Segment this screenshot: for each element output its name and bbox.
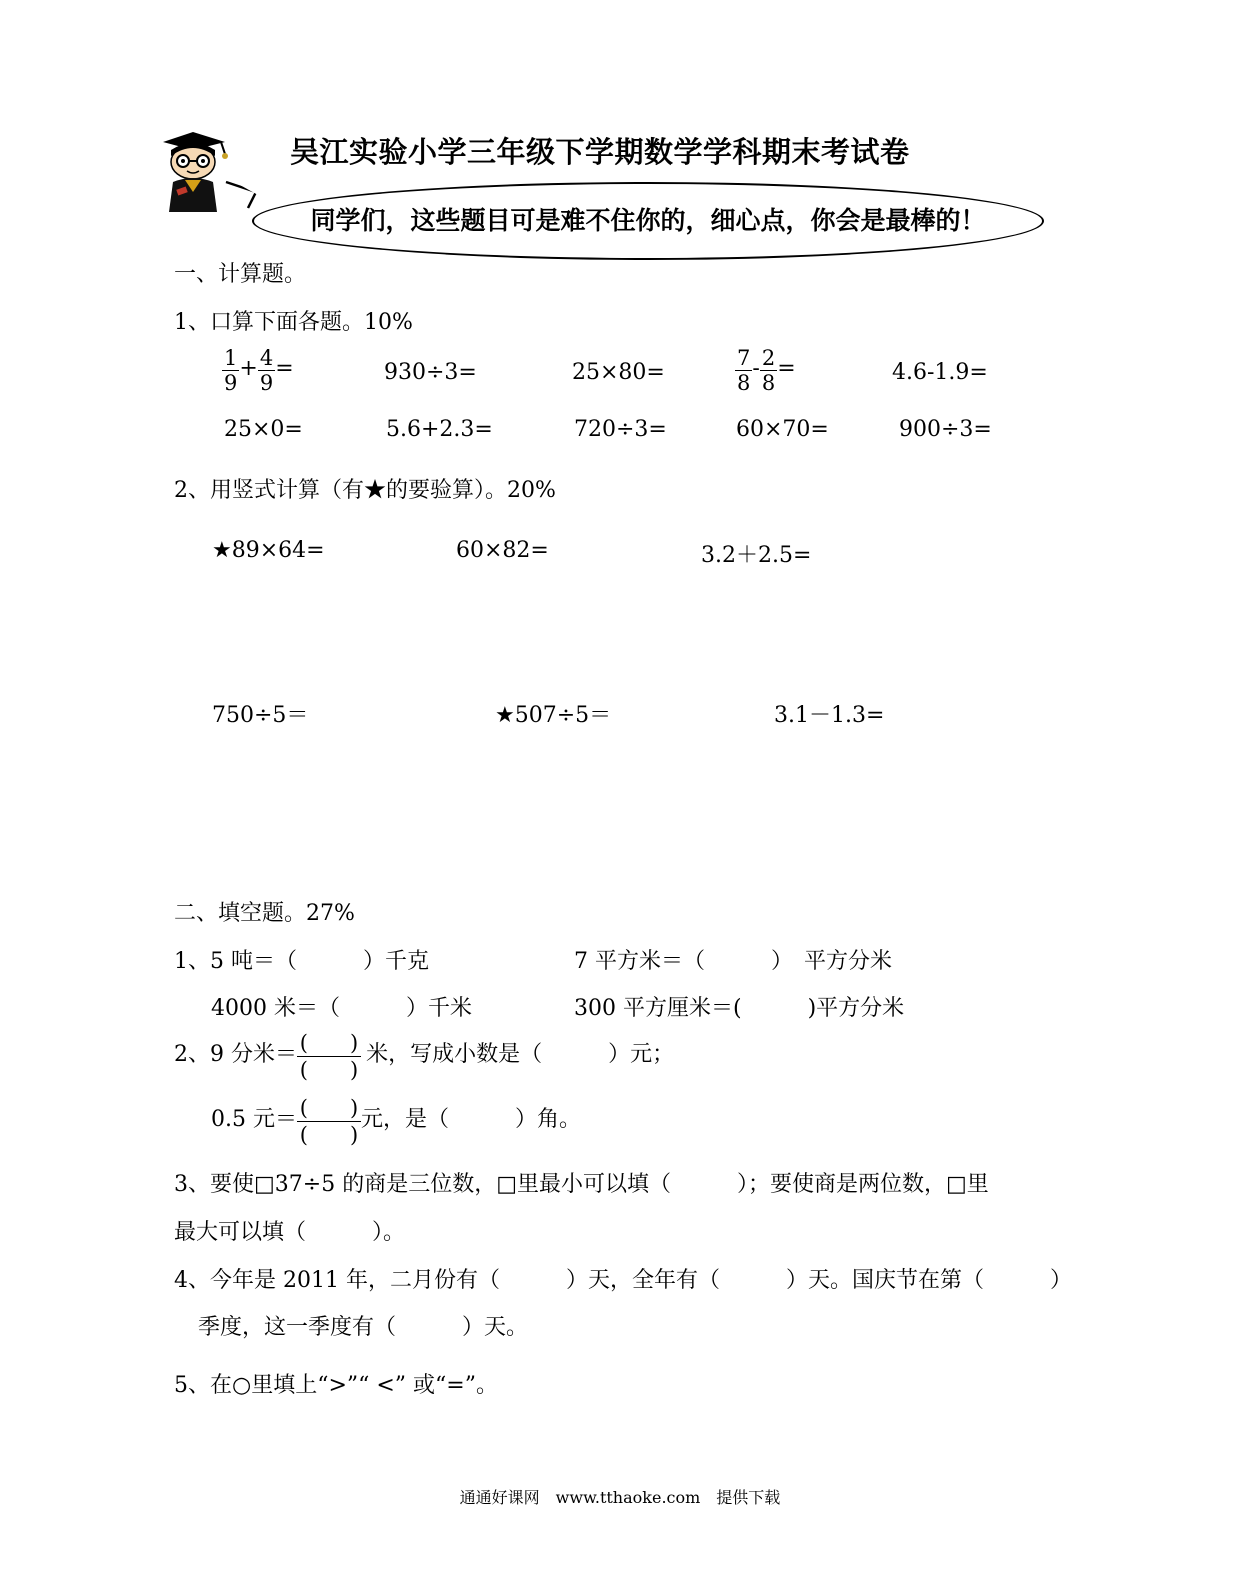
vertical-calc-1: ★89×64= (212, 538, 325, 563)
oral-expression-8: 720÷3= (574, 417, 667, 442)
fill-q1-b: 7 平方米＝（ ） 平方分米 (574, 949, 892, 974)
oral-expression-10: 900÷3= (899, 417, 992, 442)
fill-q2-line2: 0.5 元＝ ( ) ( ) 元，是（ ）角。 (211, 1096, 581, 1147)
q1-label: 1、口算下面各题。10% (174, 310, 413, 335)
section1-heading: 一、计算题。 (174, 262, 307, 287)
vertical-calc-3: 3.2＋2.5= (701, 543, 812, 568)
vertical-calc-5: ★507÷5＝ (495, 703, 612, 728)
oral-expression-2: 930÷3= (384, 360, 477, 385)
oral-expression-3: 25×80= (572, 360, 665, 385)
vertical-calc-6: 3.1－1.3= (774, 703, 885, 728)
oral-expression-4: $\frac{7}{8}$ - $\frac{2}{8}$ = (737, 346, 796, 395)
blank-fraction: ( ) ( ) (297, 1030, 361, 1083)
speech-bubble-tail-cover (240, 185, 270, 211)
oral-expression-7: 5.6+2.3= (386, 417, 493, 442)
oral-expression-6: 25×0= (224, 417, 303, 442)
footer-source: 通通好课网 www.tthaoke.com 提供下载 (459, 1488, 781, 1507)
fill-q3-line2: 最大可以填（ ）。 (174, 1220, 406, 1245)
fill-q1-d: 300 平方厘米＝( )平方分米 (574, 996, 905, 1021)
section2-heading: 二、填空题。27% (174, 901, 355, 926)
fraction: $\frac{2}{8}$ (761, 346, 776, 395)
oral-expression-1: $\frac{1}{9}$ + $\frac{4}{9}$ = (224, 346, 294, 395)
vertical-calc-2: 60×82= (456, 538, 549, 563)
q2-label: 2、用竖式计算（有★的要验算）。20% (174, 478, 556, 503)
bubble-text: 同学们，这些题目可是难不住你的，细心点，你会是最棒的！ (310, 206, 986, 235)
blank-fraction: ( ) ( ) (297, 1095, 361, 1148)
fill-q3-line1: 3、要使□37÷5 的商是三位数，□里最小可以填（ ）；要使商是两位数，□里 (174, 1172, 989, 1197)
oral-expression-9: 60×70= (736, 417, 829, 442)
oral-expression-5: 4.6-1.9= (892, 360, 988, 385)
vertical-calc-4: 750÷5＝ (212, 703, 309, 728)
speech-bubble (252, 182, 1044, 260)
fill-q4-line1: 4、今年是 2011 年，二月份有（ ）天，全年有（ ）天。国庆节在第（ ） (174, 1268, 1072, 1293)
fill-q5: 5、在○里填上“>”“ <” 或“=”。 (174, 1373, 498, 1398)
fraction: $\frac{4}{9}$ (259, 346, 274, 395)
fill-q1-c: 4000 米＝（ ）千米 (211, 996, 472, 1021)
fraction: $\frac{1}{9}$ (224, 346, 238, 395)
fill-q2-line1: 2、9 分米＝ ( ) ( ) 米，写成小数是（ ）元； (174, 1031, 675, 1082)
fill-q4-line2: 季度，这一季度有（ ）天。 (198, 1315, 529, 1340)
page-title: 吴江实验小学三年级下学期数学学科期末考试卷 (290, 135, 910, 169)
fraction: $\frac{7}{8}$ (737, 346, 751, 395)
fill-q1-a: 1、5 吨＝（ ）千克 (174, 949, 429, 974)
